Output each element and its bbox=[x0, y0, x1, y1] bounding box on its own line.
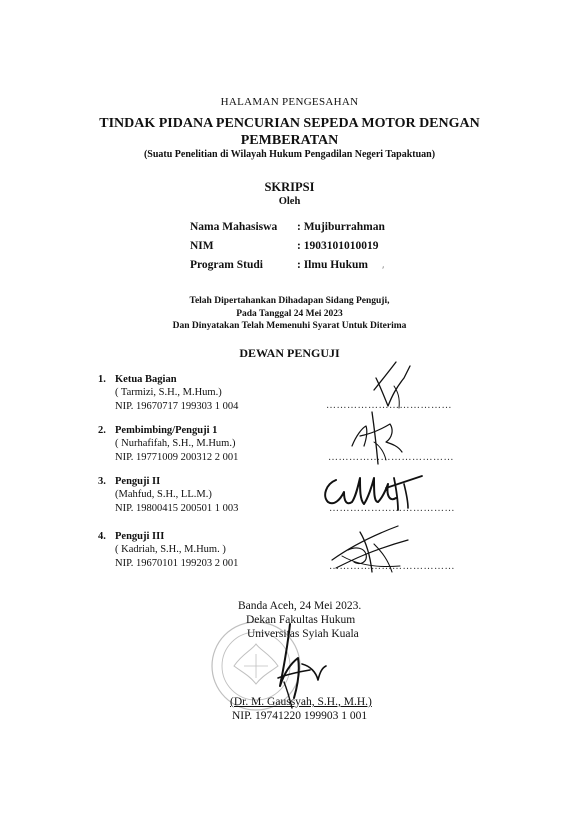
student-name-label: Nama Mahasiswa bbox=[190, 221, 278, 233]
dean-place-date: Banda Aceh, 24 Mei 2023. bbox=[238, 600, 362, 612]
thesis-title bbox=[0, 115, 579, 149]
examiner-number: 4. bbox=[98, 531, 106, 542]
approval-heading: HALAMAN PENGESAHAN bbox=[220, 96, 359, 108]
examiner-nip: NIP. 19670717 199303 1 004 bbox=[115, 401, 239, 412]
signature-line-4: ……………………………… bbox=[329, 561, 455, 572]
examiner-name: ( Nurhafifah, S.H., M.Hum.) bbox=[115, 438, 236, 449]
thesis-title-line-1: TINDAK PIDANA PENCURIAN SEPEDA MOTOR DENGAN bbox=[99, 116, 480, 131]
dean-title: Dekan Fakultas Hukum bbox=[246, 614, 356, 626]
examiner-name: ( Kadriah, S.H., M.Hum. ) bbox=[115, 544, 226, 555]
signature-examiner-3 bbox=[318, 470, 428, 514]
defense-note bbox=[0, 295, 579, 333]
examiner-name: ( Tarmizi, S.H., M.Hum.) bbox=[115, 387, 222, 398]
defense-note-line-3: Dan Dinyatakan Telah Memenuhi Syarat Untuk Diterima bbox=[172, 321, 407, 331]
by-label: Oleh bbox=[278, 196, 301, 207]
signature-line-3: ……………………………… bbox=[329, 503, 455, 514]
defense-note-line-1: Telah Dipertahankan Dihadapan Sidang Penguji, bbox=[189, 296, 390, 306]
examiner-role: Penguji II bbox=[115, 476, 161, 487]
examiner-role: Penguji III bbox=[115, 531, 165, 542]
dean-name: (Dr. M. Gaussyah, S.H., M.H.) bbox=[230, 696, 372, 708]
examiner-name: (Mahfud, S.H., LL.M.) bbox=[115, 489, 212, 500]
signature-examiner-2 bbox=[346, 406, 408, 470]
examiner-nip: NIP. 19800415 200501 1 003 bbox=[115, 503, 239, 514]
examiner-role: Ketua Bagian bbox=[115, 374, 177, 385]
dean-university: Universitas Syiah Kuala bbox=[247, 628, 359, 640]
signature-line-1: ……………………………… bbox=[326, 400, 452, 411]
examiner-number: 2. bbox=[98, 425, 106, 436]
stray-mark: ⸴ bbox=[382, 261, 385, 272]
thesis-title-line-2: PEMBERATAN bbox=[240, 133, 339, 148]
examiner-role: Pembimbing/Penguji 1 bbox=[115, 425, 218, 436]
document-type: SKRIPSI bbox=[264, 180, 315, 194]
board-title: DEWAN PENGUJI bbox=[239, 346, 340, 360]
thesis-subtitle: (Suatu Penelitian di Wilayah Hukum Pengadilan Negeri Tapaktuan) bbox=[143, 149, 436, 160]
examiner-nip: NIP. 19771009 200312 2 001 bbox=[115, 452, 239, 463]
examiner-number: 1. bbox=[98, 374, 106, 385]
student-nim-label: NIM bbox=[190, 240, 214, 252]
student-name-value: : Mujiburrahman bbox=[297, 221, 385, 233]
examiner-number: 3. bbox=[98, 476, 106, 487]
student-program-label: Program Studi bbox=[190, 259, 263, 271]
student-nim-value: : 1903101010019 bbox=[297, 240, 379, 252]
student-program-value: : Ilmu Hukum bbox=[297, 259, 368, 271]
examiner-nip: NIP. 19670101 199203 2 001 bbox=[115, 558, 239, 569]
signature-examiner-4 bbox=[326, 520, 414, 580]
signature-examiner-1 bbox=[366, 356, 416, 412]
signature-line-2: ……………………………… bbox=[328, 452, 454, 463]
defense-note-line-2: Pada Tanggal 24 Mei 2023 bbox=[236, 308, 343, 319]
dean-nip: NIP. 19741220 199903 1 001 bbox=[232, 710, 368, 722]
